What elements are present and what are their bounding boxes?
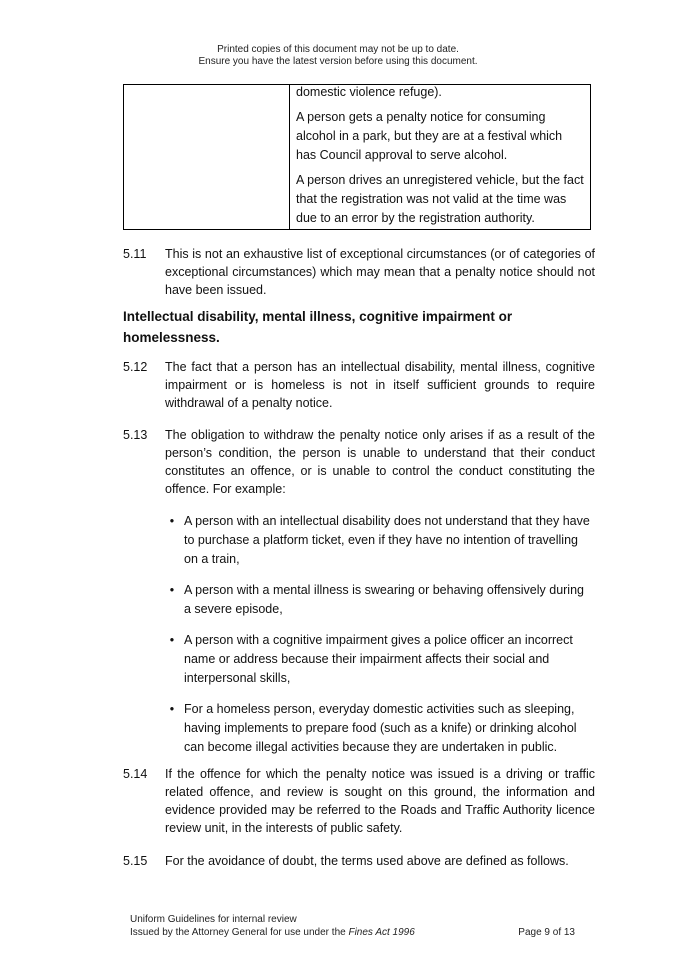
section-5-15	[123, 852, 595, 870]
bullet-icon: •	[169, 514, 175, 528]
list-item	[165, 631, 590, 688]
section-number: 5.12	[123, 360, 148, 374]
bullet-icon: •	[169, 702, 175, 716]
section-text: The obligation to withdraw the penalty notice only arises if as a result of the person’s condition, the person is unable to understand that their conduct constitutes an offence, or is unable to control the conduct constituting the offence. For example:	[165, 428, 595, 496]
section-number: 5.14	[123, 767, 148, 781]
page-header	[0, 44, 676, 68]
section-text: This is not an exhaustive list of exceptional circumstances (or of categories of exceptional circumstances) which may mean that a penalty notice should not have been issued.	[165, 247, 595, 297]
list-item-text: A person with a cognitive impairment gives a police officer an incorrect name or address because their impairment affects their social and interpersonal skills,	[184, 633, 573, 685]
section-text: For the avoidance of doubt, the terms used above are defined as follows.	[165, 854, 569, 868]
footer-line-2	[130, 926, 575, 939]
footer-line-1: Uniform Guidelines for internal review	[130, 914, 297, 925]
header-line-1: Printed copies of this document may not be up to date.	[217, 44, 459, 55]
section-5-14	[123, 765, 595, 837]
section-number: 5.11	[123, 247, 147, 261]
header-line-2: Ensure you have the latest version before using this document.	[198, 56, 478, 67]
footer-act-name: Fines Act 1996	[348, 927, 415, 938]
examples-table	[123, 84, 591, 230]
list-item	[165, 700, 590, 757]
footer-issued-text: Issued by the Attorney General for use under the	[130, 927, 349, 938]
section-text: If the offence for which the penalty notice was issued is a driving or traffic related offence, and review is sought on this ground, the information and evidence provided may be referred to the Roads and Traffic Authority licence review unit, in the interests of public safety.	[165, 767, 595, 835]
section-number: 5.13	[123, 428, 148, 442]
list-item	[165, 512, 590, 569]
section-5-13	[123, 426, 595, 498]
list-item-text: A person with an intellectual disability does not understand that they have to purchase a platform ticket, even if they have no intention of travelling on a train,	[184, 514, 590, 566]
page-number: Page 9 of 13	[518, 927, 575, 938]
table-text-2: A person gets a penalty notice for consuming alcohol in a park, but they are at a festival which has Council approval to serve alcohol.	[296, 110, 563, 162]
bullet-icon: •	[169, 583, 175, 597]
bullet-icon: •	[169, 633, 175, 647]
table-text-3: A person drives an unregistered vehicle, but the fact that the registration was not valid at the time was due to an error by the registration authority.	[296, 173, 584, 225]
section-number: 5.15	[123, 854, 148, 868]
table-text-1: domestic violence refuge).	[296, 85, 442, 99]
section-5-11	[123, 245, 595, 299]
section-5-12	[123, 358, 595, 412]
section-text: The fact that a person has an intellectual disability, mental illness, cognitive impairment or is homeless is not in itself sufficient grounds to require withdrawal of a penalty notice.	[165, 360, 595, 410]
list-item-text: For a homeless person, everyday domestic activities such as sleeping, having implements to prepare food (such as a knife) or drinking alcohol can become illegal activities because they are undertaken in public.	[184, 702, 577, 754]
table-left-cell	[124, 85, 290, 229]
page-footer	[130, 913, 575, 939]
section-heading: Intellectual disability, mental illness, cognitive impairment or homelessness.	[123, 309, 513, 345]
table-right-cell	[290, 85, 590, 229]
list-item	[165, 581, 590, 619]
list-item-text: A person with a mental illness is swearing or behaving offensively during a severe episode,	[184, 583, 584, 616]
